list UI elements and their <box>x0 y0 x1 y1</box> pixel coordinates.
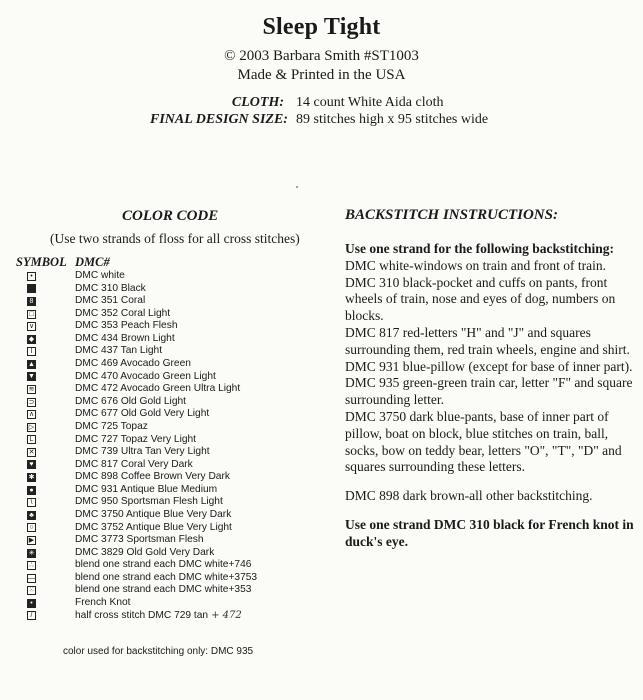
backstitch-color-footnote: color used for backstitching only: DMC 935 <box>63 646 254 657</box>
stitch-symbol-icon: ▼ <box>28 373 35 381</box>
legend-row <box>27 333 317 346</box>
cloth-spec <box>150 95 444 111</box>
backstitch-line: DMC 817 red-letters "H" and "J" and squares surrounding them, red train wheels, engine and shirt. <box>345 324 630 357</box>
stitch-symbol-icon: — <box>28 574 35 582</box>
legend-label: DMC 434 Brown Light <box>75 332 175 344</box>
stitch-symbol-icon: ✱ <box>28 474 35 482</box>
color-code-heading: COLOR CODE <box>122 208 219 224</box>
legend-row <box>27 408 317 421</box>
stitch-symbol-icon: ⊃ <box>28 398 35 406</box>
legend-row <box>27 345 317 358</box>
legend-row <box>27 572 317 585</box>
legend-row <box>27 559 317 572</box>
legend-row <box>27 270 317 283</box>
legend-label: blend one strand each DMC white+353 <box>75 584 252 596</box>
stitch-symbol-icon: ⁙ <box>28 587 35 595</box>
backstitch-heading: BACKSTITCH INSTRUCTIONS: <box>345 207 558 223</box>
backstitch-line: DMC white-windows on train and front of train. <box>345 257 606 273</box>
stitch-symbol-icon <box>27 284 36 293</box>
stitch-symbol-icon: • <box>27 599 36 608</box>
color-code-note: (Use two strands of floss for all cross stitches) <box>50 231 300 246</box>
stitch-symbol-icon: / <box>27 611 36 620</box>
legend-row <box>27 459 317 472</box>
legend-row <box>27 534 317 547</box>
stitch-symbol-icon: I <box>27 347 36 356</box>
legend-label: DMC 352 Coral Light <box>75 307 171 319</box>
pattern-title: Sleep Tight <box>262 14 381 40</box>
legend-label: DMC 3829 Old Gold Very Dark <box>75 546 215 558</box>
legend-row <box>27 396 317 409</box>
legend-label: DMC 817 Coral Very Dark <box>75 458 193 470</box>
legend-row <box>27 283 317 296</box>
legend-label: DMC 353 Peach Flesh <box>75 320 178 332</box>
made-in-line: Made & Printed in the USA <box>237 67 406 83</box>
stitch-symbol-icon: ○ <box>27 523 36 532</box>
dmc-column-header: DMC# <box>75 255 110 269</box>
stitch-symbol-icon: • <box>27 272 36 281</box>
legend-label: DMC 677 Old Gold Very Light <box>75 408 210 420</box>
legend-label: French Knot <box>75 597 131 609</box>
legend-label: DMC 739 Ultra Tan Very Light <box>75 446 210 458</box>
legend-label: DMC 351 Coral <box>75 295 146 307</box>
backstitch-other: DMC 898 dark brown-all other backstitching. <box>345 488 593 504</box>
legend-label: DMC 3773 Sportsman Flesh <box>75 534 204 546</box>
stitch-symbol-icon: ♣ <box>27 511 36 520</box>
legend-label: DMC 437 Tan Light <box>75 345 163 357</box>
legend-row <box>27 383 317 396</box>
final-size-value: 89 stitches high x 95 stitches wide <box>296 112 489 127</box>
legend-label: DMC 950 Sportsman Flesh Light <box>75 496 223 508</box>
stitch-symbol-icon: \ <box>27 498 36 507</box>
legend-label: blend one strand each DMC white+3753 <box>75 571 258 583</box>
french-knot-instruction: Use one strand DMC 310 black for French knot in duck's eye. <box>345 516 634 549</box>
stitch-symbol-icon: ∴ <box>27 561 36 570</box>
stitch-symbol-icon: ◆ <box>28 335 35 343</box>
stitch-symbol-icon: L <box>27 435 36 444</box>
legend-label: DMC 3752 Antique Blue Very Light <box>75 521 232 533</box>
color-legend <box>27 270 317 622</box>
backstitch-line: DMC 310 black-pocket and cuffs on pants, front wheels of train, nose and eyes of dog, numbers on blocks. <box>345 274 616 324</box>
legend-row <box>27 610 317 623</box>
legend-row <box>27 371 317 384</box>
legend-label: DMC 470 Avocado Green Light <box>75 370 216 382</box>
legend-label: half cross stitch DMC 729 tan <box>75 609 209 621</box>
legend-row <box>27 484 317 497</box>
stitch-symbol-icon: ▷ <box>28 423 35 431</box>
stitch-symbol-icon: ≋ <box>28 385 35 393</box>
legend-row <box>27 320 317 333</box>
legend-row <box>27 547 317 560</box>
legend-label: DMC 3750 Antique Blue Very Dark <box>75 508 232 520</box>
backstitch-line: DMC 3750 dark blue-pants, base of inner part of pillow, boat on block, blue stitches on train, ball, socks, bow on teddy bear, letters "O", "T", "D" and squares surrounding these letters. <box>345 408 622 475</box>
stitch-symbol-icon: □ <box>27 310 36 319</box>
backstitch-intro: Use one strand for the following backstitching: <box>345 241 615 256</box>
handwritten-note: + 472 <box>211 609 242 621</box>
backstitch-line: DMC 935 green-green train car, letter "F" and square surrounding letter. <box>345 375 633 408</box>
legend-row <box>27 584 317 597</box>
legend-row <box>27 308 317 321</box>
backstitch-line: DMC 931 blue-pillow (except for base of inner part). <box>345 358 633 374</box>
stitch-symbol-icon: ∧ <box>28 411 35 419</box>
legend-row <box>27 446 317 459</box>
stitch-symbol-icon: ▶ <box>28 536 35 544</box>
legend-row <box>27 496 317 509</box>
stitch-symbol-icon: ▲ <box>28 360 35 368</box>
legend-label: DMC 898 Coffee Brown Very Dark <box>75 471 230 483</box>
legend-label: DMC 727 Topaz Very Light <box>75 433 196 445</box>
stitch-symbol-icon: ∨ <box>28 323 35 331</box>
stitch-symbol-icon: ✕ <box>28 448 35 456</box>
legend-label: blend one strand each DMC white+746 <box>75 559 252 571</box>
legend-label: DMC white <box>75 270 125 281</box>
stitch-symbol-icon: ✳ <box>28 549 35 557</box>
stitch-symbol-icon: 8 <box>27 297 36 306</box>
legend-row <box>27 295 317 308</box>
final-size-label: FINAL DESIGN SIZE: <box>150 112 288 127</box>
final-size-spec <box>150 112 488 128</box>
legend-row <box>27 434 317 447</box>
legend-row <box>27 421 317 434</box>
legend-row <box>27 471 317 484</box>
symbol-column-header: SYMBOL <box>16 255 67 269</box>
legend-row <box>27 597 317 610</box>
stitch-symbol-icon: ♥ <box>27 460 36 469</box>
legend-label: DMC 931 Antique Blue Medium <box>75 483 218 495</box>
stitch-symbol-icon: ● <box>27 486 36 495</box>
legend-label: DMC 676 Old Gold Light <box>75 395 186 407</box>
copyright-line: © 2003 Barbara Smith #ST1003 <box>224 48 419 64</box>
speck <box>296 186 298 188</box>
legend-row <box>27 358 317 371</box>
legend-label: DMC 469 Avocado Green <box>75 358 191 370</box>
legend-row <box>27 509 317 522</box>
backstitch-instructions <box>345 241 637 551</box>
cloth-label: CLOTH: <box>231 95 284 110</box>
legend-row <box>27 522 317 535</box>
cloth-value: 14 count White Aida cloth <box>296 95 444 110</box>
legend-label: DMC 472 Avocado Green Ultra Light <box>75 383 241 395</box>
legend-label: DMC 725 Topaz <box>75 420 148 432</box>
legend-label: DMC 310 Black <box>75 282 146 294</box>
